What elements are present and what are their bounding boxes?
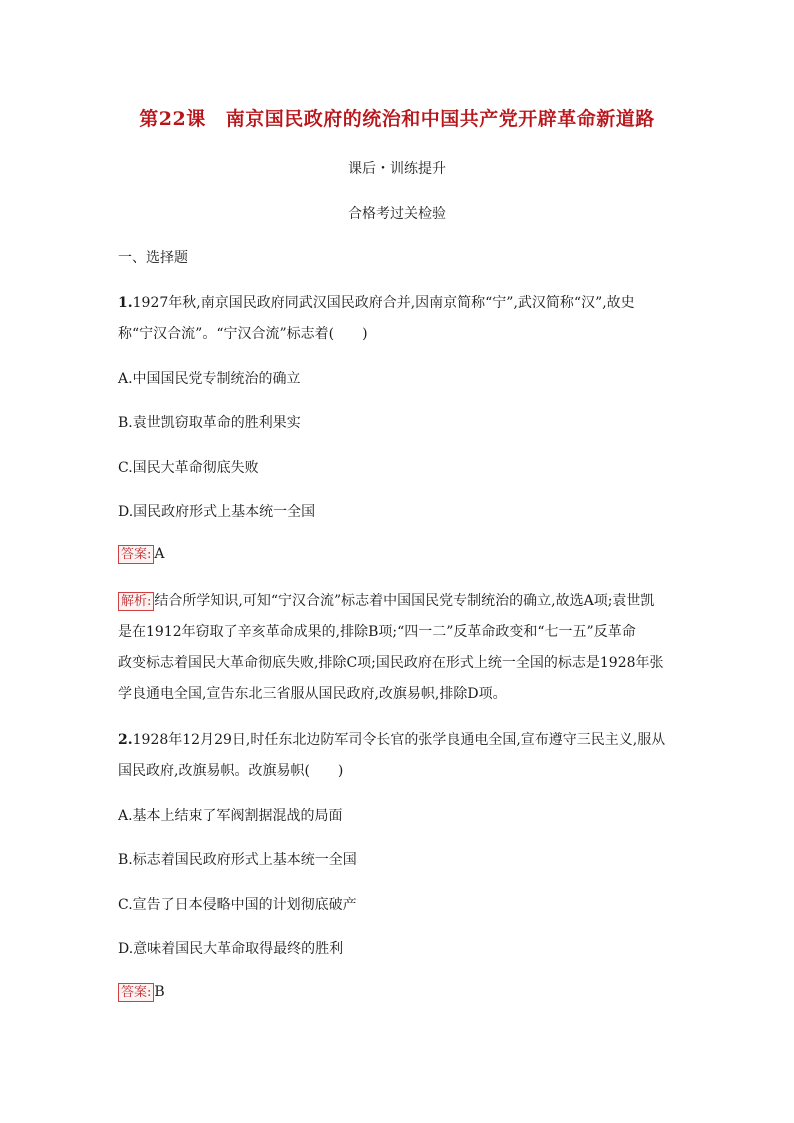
question-2-option-a: A.基本上结束了军阀割据混战的局面 <box>118 808 343 824</box>
analysis-line-2: 是在1912年窃取了辛亥革命成果的,排除B项;“四一二”反革命政变和“七一五”反革命 <box>118 624 636 640</box>
lesson-number: 第22课 <box>139 108 206 130</box>
lesson-title: 南京国民政府的统治和中国共产党开辟革命新道路 <box>225 108 655 130</box>
question-1-number: 1. <box>118 295 133 311</box>
question-2-number: 2. <box>118 732 133 748</box>
question-1-option-c: C.国民大革命彻底失败 <box>118 460 259 476</box>
analysis-line-1 <box>118 590 654 611</box>
answer-label: 答案: <box>118 983 154 1002</box>
question-1-line-1 <box>118 292 635 312</box>
analysis-label: 解析: <box>118 592 154 611</box>
analysis-text-1: 结合所学知识,可知“宁汉合流”标志着中国国民党专制统治的确立,故选A项;袁世凯 <box>154 593 655 609</box>
question-2-line-1 <box>118 729 665 749</box>
question-2-option-d: D.意味着国民大革命取得最终的胜利 <box>118 941 344 957</box>
question-2-text-1: 1928年12月29日,时任东北边防军司令长官的张学良通电全国,宣布遵守三民主义,服从 <box>132 732 666 748</box>
question-2-line-2: 国民政府,改旗易帜。改旗易帜( ) <box>118 763 344 779</box>
question-1-option-b: B.袁世凯窃取革命的胜利果实 <box>118 415 301 431</box>
question-1-answer <box>118 545 165 564</box>
analysis-line-4: 学良通电全国,宣告东北三省服从国民政府,改旗易帜,排除D项。 <box>118 686 507 702</box>
answer-value: A <box>154 546 165 562</box>
section-heading: 一、选择题 <box>118 250 188 266</box>
question-1-text-1: 1927年秋,南京国民政府同武汉国民政府合并,因南京简称“宁”,武汉简称“汉”,故史 <box>132 295 635 311</box>
analysis-line-3: 政变标志着国民大革命彻底失败,排除C项;国民政府在形式上统一全国的标志是1928年张 <box>118 655 664 671</box>
subtitle-exam: 合格考过关检验 <box>348 206 446 222</box>
answer-label: 答案: <box>118 545 154 564</box>
question-2-option-b: B.标志着国民政府形式上基本统一全国 <box>118 852 357 868</box>
question-1-option-d: D.国民政府形式上基本统一全国 <box>118 504 316 520</box>
question-2-option-c: C.宣告了日本侵略中国的计划彻底破产 <box>118 897 357 913</box>
question-1-line-2: 称“宁汉合流”。“宁汉合流”标志着( ) <box>118 326 368 342</box>
question-2-answer <box>118 983 165 1002</box>
question-1-option-a: A.中国国民党专制统治的确立 <box>118 371 301 387</box>
answer-value: B <box>154 984 165 1000</box>
page-title <box>0 104 794 131</box>
subtitle-practice: 课后・训练提升 <box>348 161 446 177</box>
